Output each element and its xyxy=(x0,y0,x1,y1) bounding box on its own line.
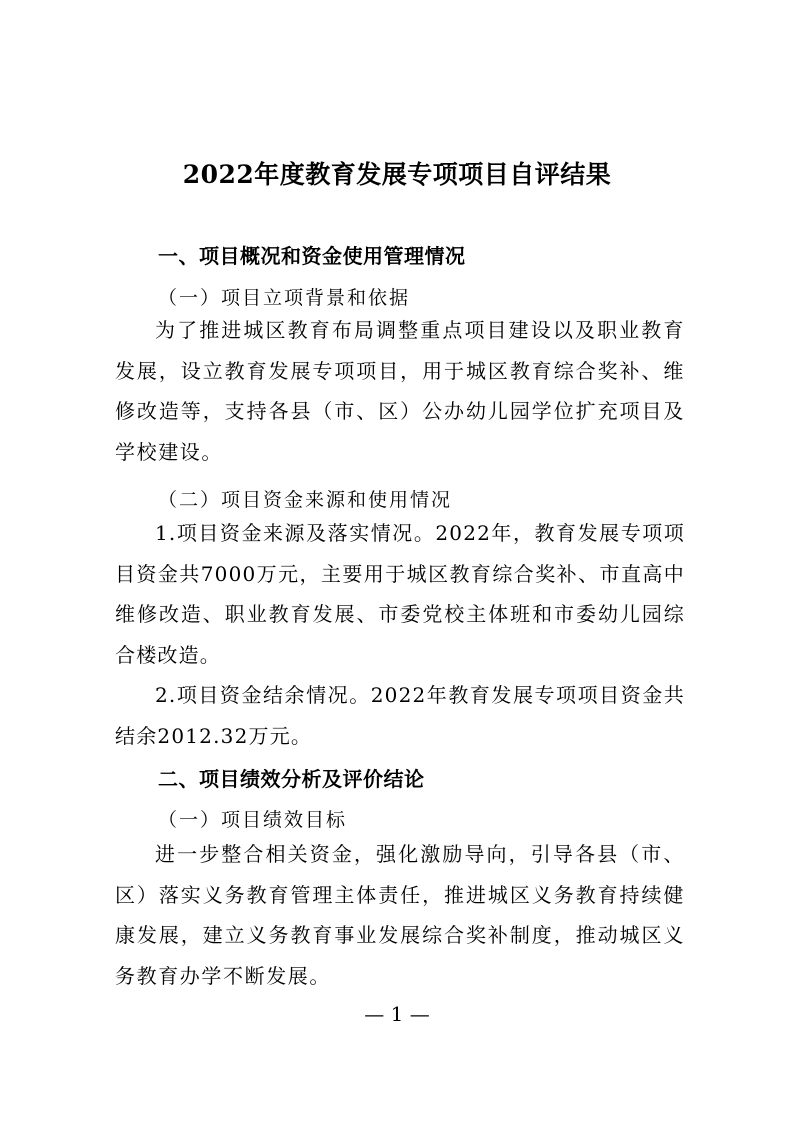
section-2-sub-1-heading: （一）项目绩效目标 xyxy=(158,809,348,831)
section-1-sub-1-paragraph: 为了推进城区教育布局调整重点项目建设以及职业教育发展，设立教育发展专项项目，用于城区教育综合奖补、维修改造等，支持各县（市、区）公办幼儿园学位扩充项目及学校建设。 xyxy=(115,318,685,464)
section-1-sub-2-item-2: 2.项目资金结余情况。2022年教育发展专项项目资金共结余2012.32万元。 xyxy=(115,683,685,748)
section-1-sub-2-heading: （二）项目资金来源和使用情况 xyxy=(158,489,453,511)
section-2-sub-1-paragraph: 进一步整合相关资金，强化激励导向，引导各县（市、区）落实义务教育管理主体责任，推进城区义务教育持续健康发展，建立义务教育事业发展综合奖补制度，推动城区义务教育办学不断发展。 xyxy=(115,842,685,988)
section-1-sub-2-item-1: 1.项目资金来源及落实情况。2022年，教育发展专项项目资金共7000万元，主要用于城区教育综合奖补、市直高中维修改造、职业教育发展、市委党校主体班和市委幼儿园综合楼改造。 xyxy=(115,521,685,667)
document-title: 2022年度教育发展专项项目自评结果 xyxy=(182,160,612,189)
section-1-heading: 一、项目概况和资金使用管理情况 xyxy=(158,244,466,268)
section-1-sub-1-heading: （一）项目立项背景和依据 xyxy=(158,287,411,309)
section-2-heading: 二、项目绩效分析及评价结论 xyxy=(158,767,425,791)
page-number: — 1 — xyxy=(364,1002,430,1026)
